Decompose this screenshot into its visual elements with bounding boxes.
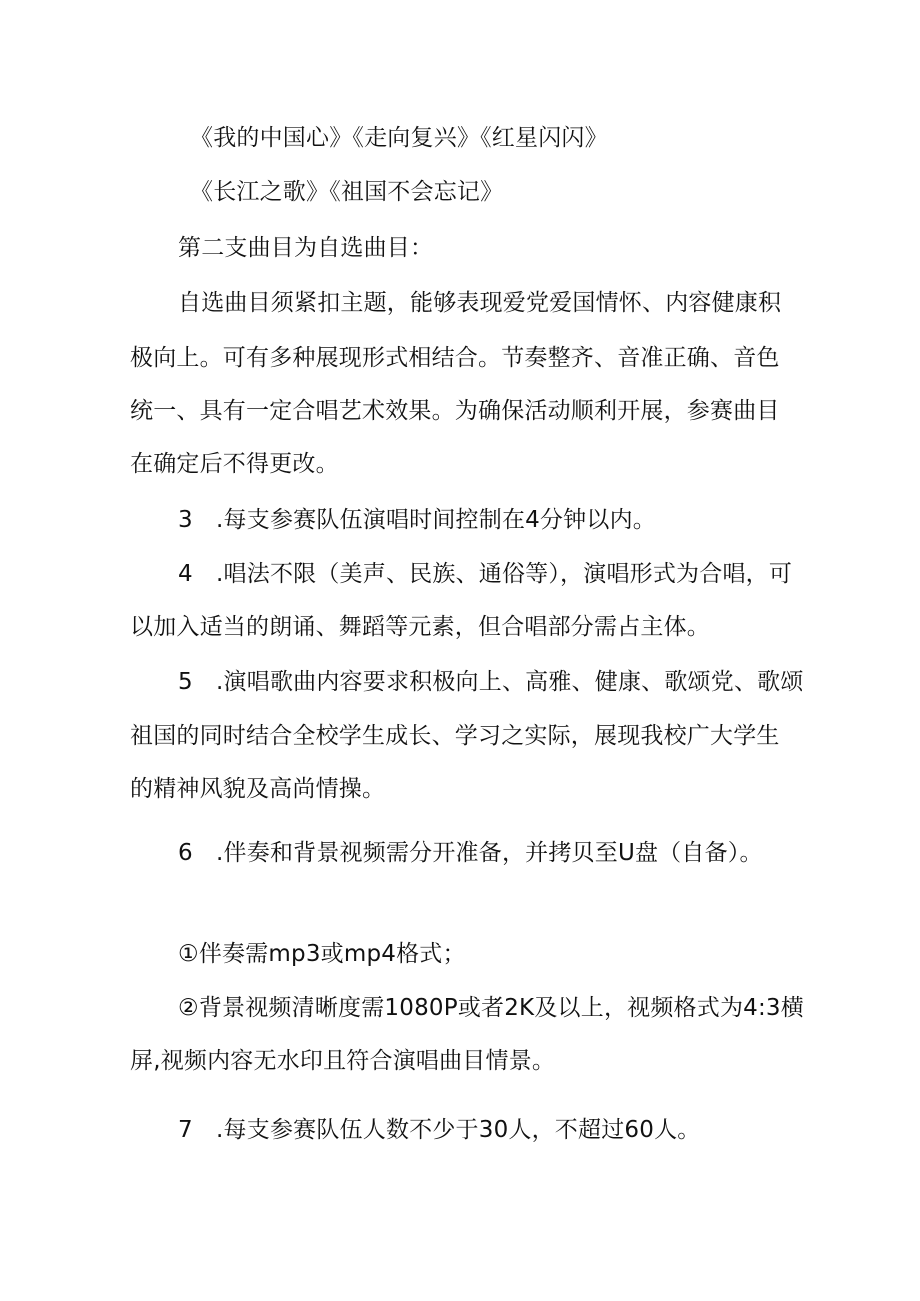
item-5-line-1: 5 .演唱歌曲内容要求积极向上、高雅、健康、歌颂党、歌颂 [178,669,804,695]
sub-item-2-line-2: 屏,视频内容无水印且符合演唱曲目情景。 [130,1048,556,1074]
sub-item-1: ①伴奏需mp3或mp4格式； [178,941,466,967]
free-choice-line-3: 统一、具有一定合唱艺术效果。为确保活动顺利开展，参赛曲目 [130,398,780,424]
free-choice-line-4: 在确定后不得更改。 [130,451,339,477]
item-3: 3 .每支参赛队伍演唱时间控制在4分钟以内。 [178,507,656,533]
free-choice-line-1: 自选曲目须紧扣主题，能够表现爱党爱国情怀、内容健康积 [178,290,782,316]
item-5-line-3: 的精神风貌及高尚情操。 [130,776,386,802]
free-choice-line-2: 极向上。可有多种展现形式相结合。节奏整齐、音准正确、音色 [130,345,780,371]
item-6: 6 .伴奏和背景视频需分开准备，并拷贝至U盘（自备）。 [178,840,763,866]
item-7: 7 .每支参赛队伍人数不少于30人，不超过60人。 [178,1117,701,1143]
second-song-heading: 第二支曲目为自选曲目： [178,235,434,261]
item-4-line-1: 4 .唱法不限（美声、民族、通俗等），演唱形式为合唱，可 [178,561,793,587]
sub-item-2-line-1: ②背景视频清晰度需1080P或者2K及以上，视频格式为4:3横 [178,995,804,1021]
song-list-line-2: 《长江之歌》《祖国不会忘记》 [190,179,504,205]
song-list-line-1: 《我的中国心》《走向复兴》《红星闪闪》 [190,125,608,151]
item-4-line-2: 以加入适当的朗诵、舞蹈等元素，但合唱部分需占主体。 [130,614,710,640]
item-5-line-2: 祖国的同时结合全校学生成长、学习之实际，展现我校广大学生 [130,723,780,749]
